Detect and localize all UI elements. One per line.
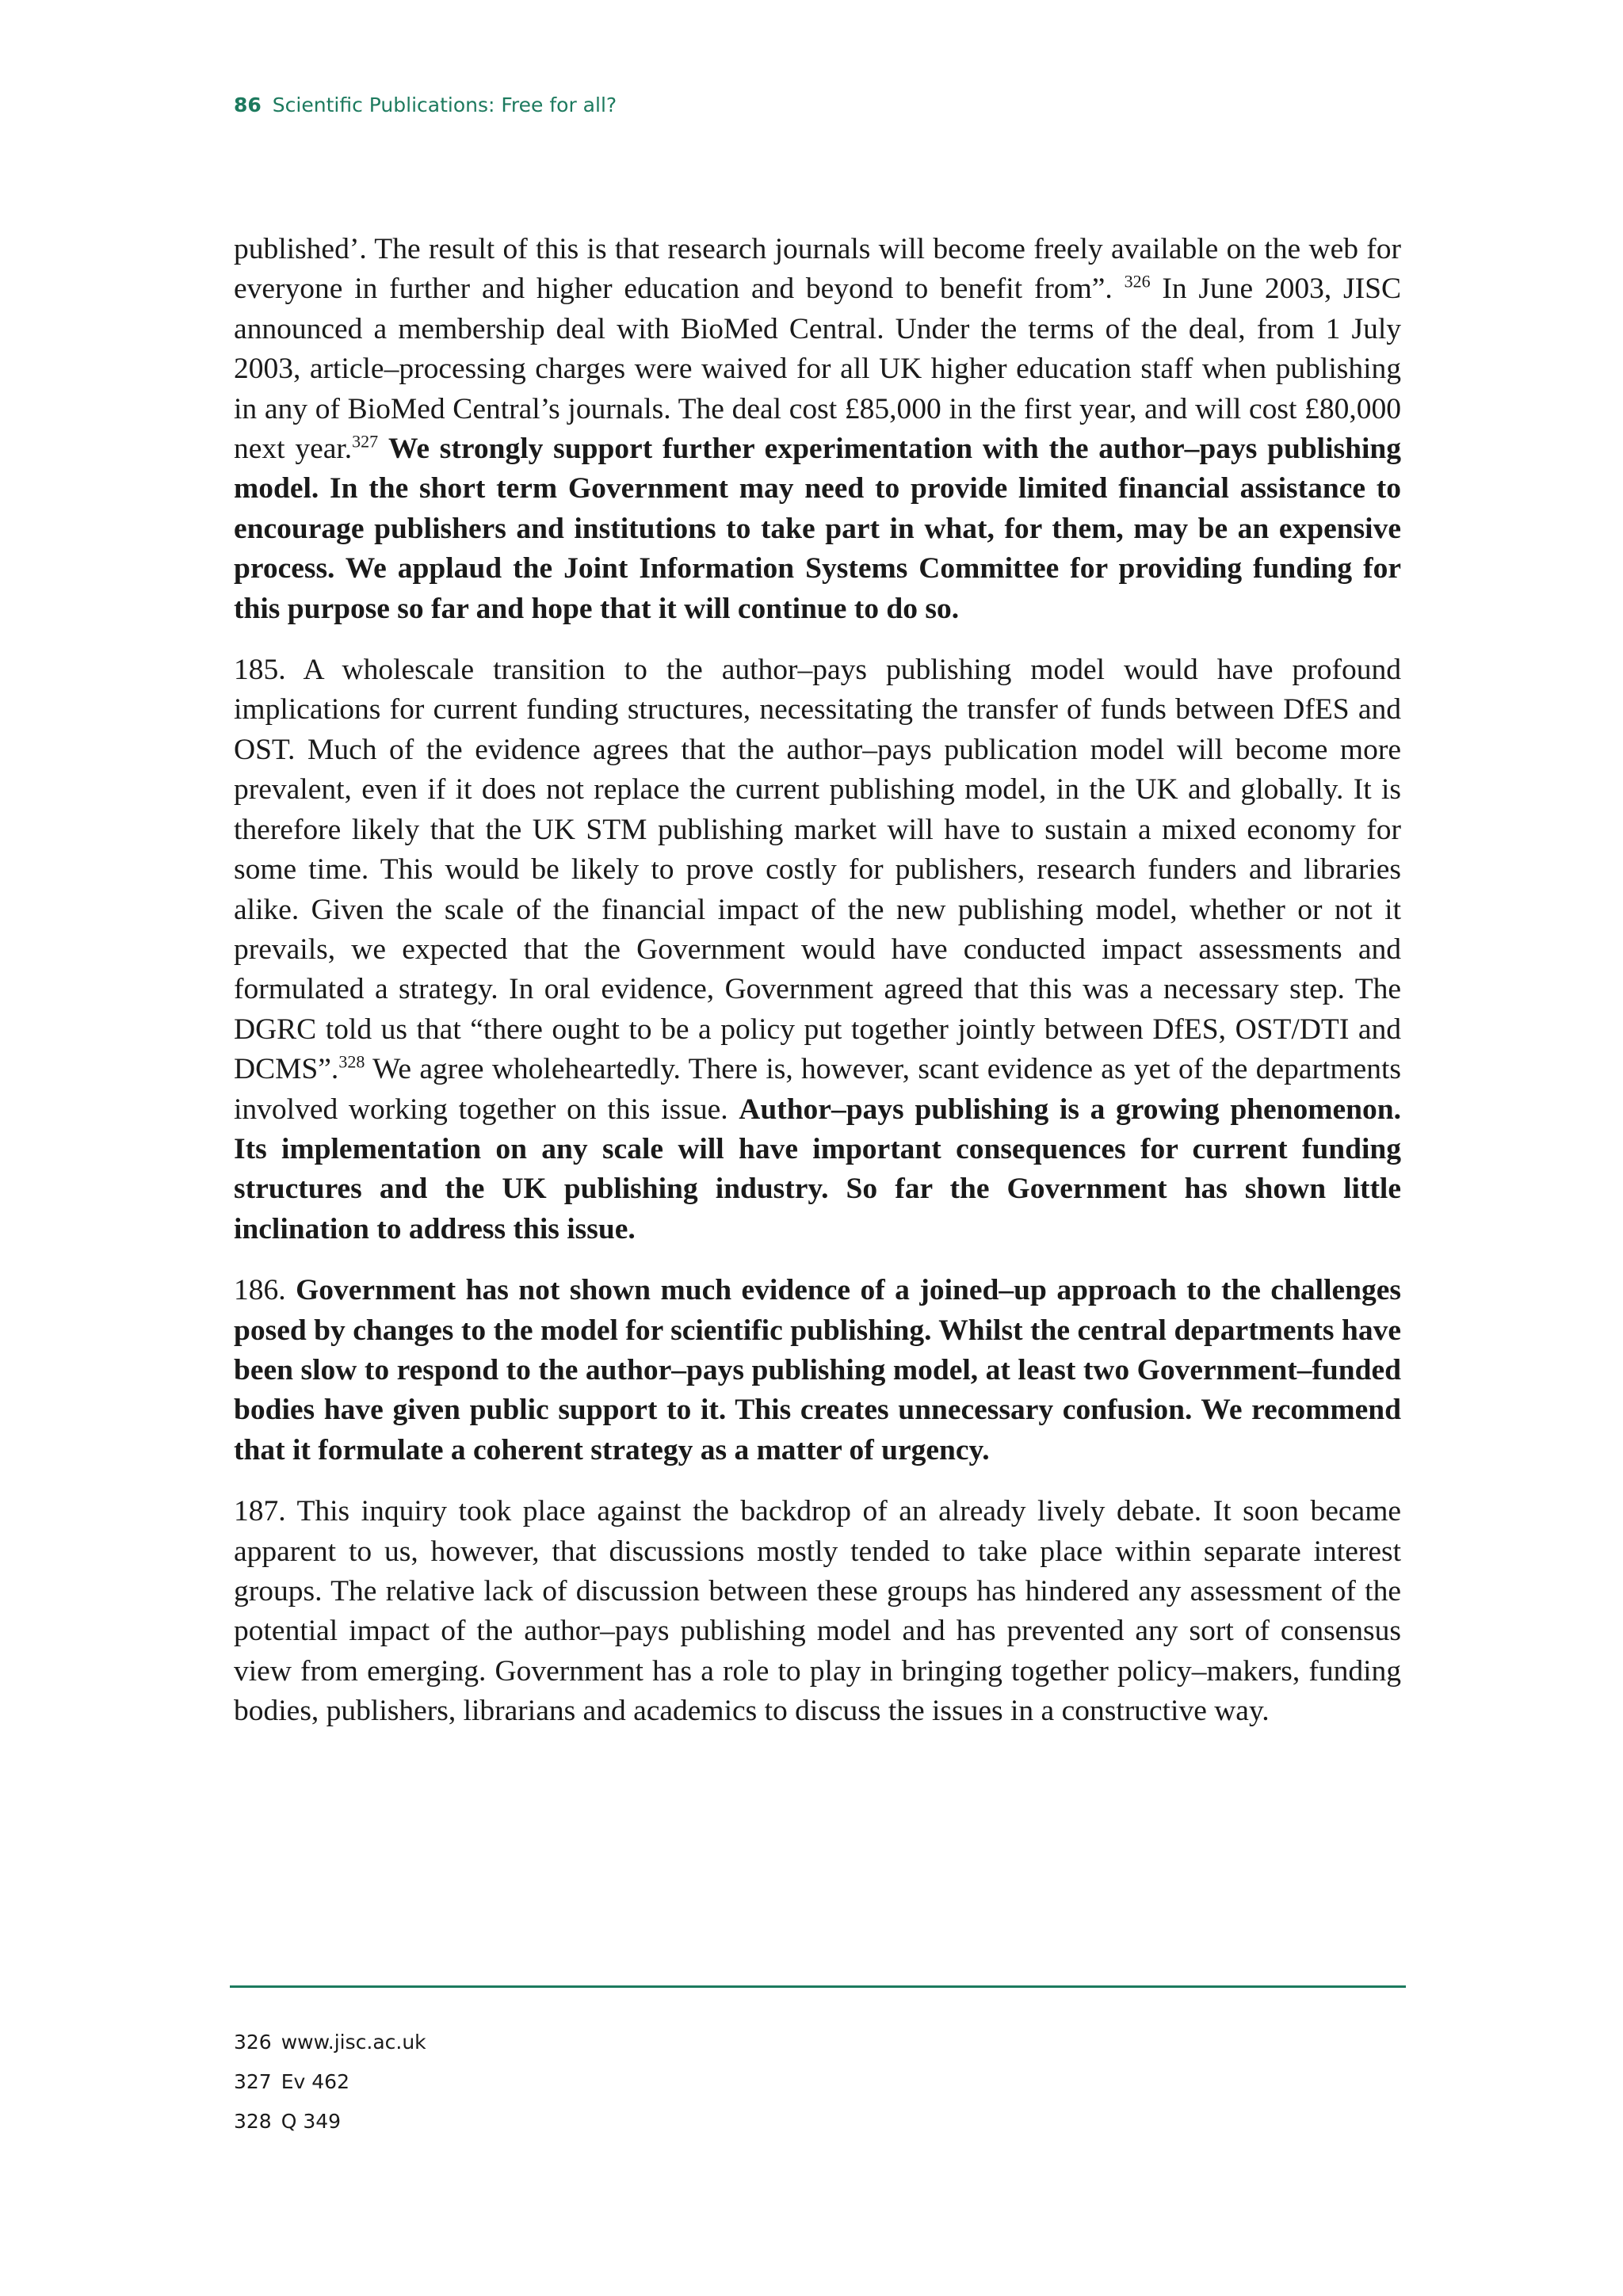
paragraph-continuation — [234, 230, 1401, 629]
footnote-item — [234, 2070, 426, 2110]
footnote-text: Ev 462 — [281, 2070, 349, 2093]
page-header — [234, 93, 617, 116]
footnotes — [234, 2031, 426, 2149]
running-title: Scientific Publications: Free for all? — [272, 93, 617, 116]
paragraph-text: In June 2003, JISC announced a membership deal with BioMed Central. Under the terms of the deal, from 1 July 2003, article–processing charges were waived for all UK higher education staff when publishing in any of BioMed Central’s journals. The deal cost £85,000 in the first year, and will cost £80,000 next year. — [234, 273, 1401, 466]
paragraph-text: This inquiry took place against the backdrop of an already lively debate. It soon became apparent to us, however, that discussions mostly tended to take place within separate interest groups. The relative lack of discussion between these groups has hindered any assessment of the potential impact of the author–pays publishing model and has prevented any sort of consensus view from emerging. Government has a role to play in bringing together policy–makers, funding bodies, publishers, librarians and academics to discuss the issues in a constructive way. — [234, 1495, 1402, 1728]
paragraph-text: We agree wholeheartedly. There is, however, scant evidence as yet of the departments involved working together on this issue. — [234, 1053, 1401, 1126]
bold-recommendation: We strongly support further experimentation with the author–pays publishing model. In the short term Government may need to provide limited financial assistance to encourage publishers and institutions to take part in what, for them, may be an expensive process. We applaud the Joint Information Systems Committee for providing funding for this purpose so far and hope that it will continue to do so. — [234, 433, 1401, 625]
paragraph-text: A wholescale transition to the author–pays publishing model would have profound implications for current funding structures, necessitating the transfer of funds between DfES and OST. Much of the evidence agrees that the author–pays publication model will become more prevalent, even if it does not replace the current publishing model, in the UK and globally. It is therefore likely that the UK STM publishing market will have to sustain a mixed economy for some time. This would be likely to prove costly for publishers, research funders and libraries alike. Given the scale of the financial impact of the new publishing model, whether or not it prevails, we expected that the Government would have conducted impact assessments and formulated a strategy. In oral evidence, Government agreed that this was a necessary step. The DGRC told us that “there ought to be a policy put together jointly between DfES, OST/DTI and DCMS”. — [234, 654, 1401, 1086]
footnote-item — [234, 2110, 426, 2149]
paragraph-185 — [234, 650, 1401, 1249]
paragraph-number: 187. — [234, 1495, 286, 1528]
body-text — [234, 230, 1401, 1753]
paragraph-text: published’. The result of this is that research journals will become freely available on the web for everyone in further and higher education and beyond to benefit from”. — [234, 233, 1401, 306]
footnote-number: 326 — [234, 2031, 272, 2054]
footnote-text: www.jisc.ac.uk — [281, 2031, 426, 2054]
footnote-ref: 326 — [1124, 271, 1151, 292]
paragraph-number: 185. — [234, 654, 286, 687]
bold-conclusion: Author–pays publishing is a growing phenomenon. Its implementation on any scale will have important consequences for current funding structures and the UK publishing industry. So far the Government has shown little inclination to address this issue. — [234, 1093, 1401, 1245]
footnote-ref: 327 — [352, 431, 379, 452]
footnote-text: Q 349 — [281, 2110, 342, 2133]
footnote-ref: 328 — [338, 1051, 365, 1072]
bold-conclusion: Government has not shown much evidence of a joined–up approach to the challenges posed by changes to the model for scientific publishing. Whilst the central departments have been slow to respond to the author–pays publishing model, at least two Government–funded bodies have given public support to it. This creates unnecessary confusion. We recommend that it formulate a coherent strategy as a matter of urgency. — [234, 1274, 1402, 1466]
paragraph-number: 186. — [234, 1274, 286, 1307]
page-number: 86 — [234, 93, 262, 116]
paragraph-186 — [234, 1271, 1401, 1470]
footnote-divider — [230, 1985, 1406, 1988]
footnote-item — [234, 2031, 426, 2070]
footnote-number: 327 — [234, 2070, 272, 2093]
paragraph-187 — [234, 1492, 1401, 1731]
footnote-number: 328 — [234, 2110, 272, 2133]
